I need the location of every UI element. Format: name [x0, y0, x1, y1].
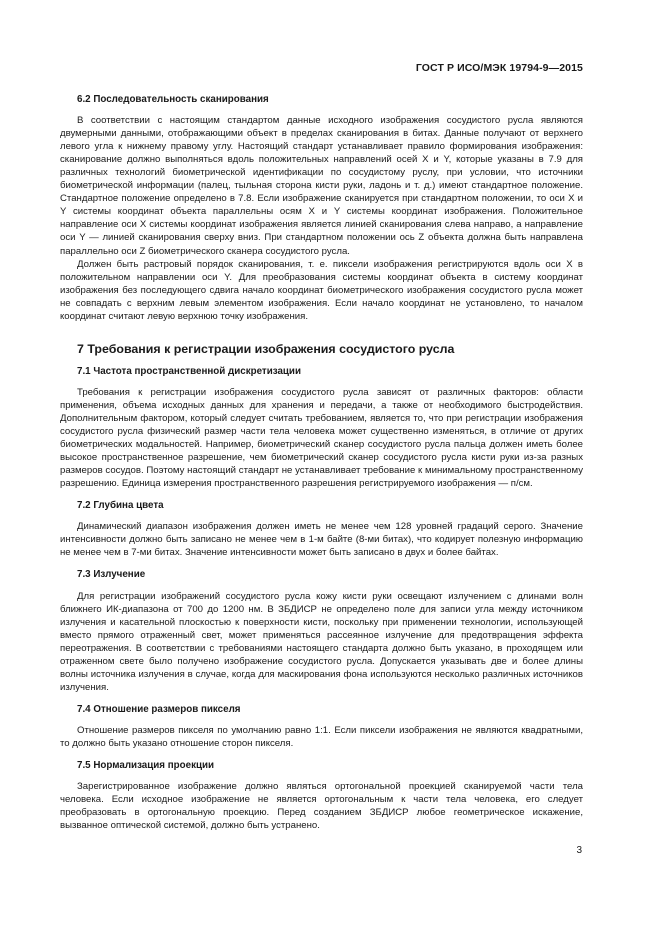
paragraph: Для регистрации изображений сосудистого русла кожу кисти руки освещают излучением с длинами волн ближнего ИК-диапазона от 700 до 1200 нм. В ЗБДИСР не определено поле для записи угла между источником излучения и касательной плоскостью к поверхности кисти, поскольку при применении технологии, использующей вместо прямого отраженный свет, может применяться рассеянное излучение для предотвращения эффекта переотражения. В соответствии с требованиями настоящего стандарта должно быть указано, в проходящем или отраженном свете было получено изображение сосудистого русла. Допускается указывать две и более длины волны источника излучения в случае, когда для маскирования фона используются несколько различных источников излучения.	[60, 590, 583, 693]
paragraph: Динамический диапазон изображения должен иметь не менее чем 128 уровней градаций серого. Значение интенсивности должно быть записано не менее чем в 1-м байте (8-ми битах), что кодирует полезную информацию не менее чем в 7-ми битах. Значение интенсивности может быть записано в двух и более байтах.	[60, 521, 583, 559]
heading-6-2: 6.2 Последовательность сканирования	[77, 94, 269, 105]
heading-7-1: 7.1 Частота пространственной дискретизации	[77, 365, 301, 377]
heading-7-2: 7.2 Глубина цвета	[77, 500, 164, 512]
heading-7: 7 Требования к регистрации изображения сосудистого русла	[77, 341, 455, 356]
document-code: ГОСТ Р ИСО/МЭК 19794-9—2015	[415, 62, 583, 74]
page-number: 3	[576, 845, 582, 856]
heading-7-3: 7.3 Излучение	[77, 569, 146, 581]
paragraph: В соответствии с настоящим стандартом данные исходного изображения сосудистого русла являются двумерными данными, отображающими объект в пределах сканирования в битах. Данные получают от верхнего левого угла к нижнему правому углу. Настоящий стандарт устанавливает правило формирования изображения: сканирование должно выполняться вдоль положительных направлений осей X и Y, которые указаны в 7.9 для различных технологий биометрической идентификации по сосудистому руслу, при условии, что источники биометрической информации (палец, тыльная сторона кисти руки, ладонь и т. д.) имеют стандартное положение. Стандартное положение определено в 7.8. Если изображение сканируется при стандартном положении, то оси X и Y системы координат объекта параллельны осям X и Y системы координат изображения. Положительное направление оси X системы координат изображения является линией сканирования слева направо, а направление оси Y — линией сканирования сверху вниз. При стандартном положении ось Z объекта должна быть направлена параллельно оси Z биометрического сканера сосудистого русла.	[60, 115, 583, 257]
paragraph: Отношение размеров пикселя по умолчанию равно 1:1. Если пиксели изображения не являются квадратными, то должно быть указано отношение сторон пикселя.	[60, 724, 583, 749]
heading-7-4: 7.4 Отношение размеров пикселя	[77, 703, 241, 715]
heading-7-5: 7.5 Нормализация проекции	[77, 760, 215, 772]
paragraph: Зарегистрированное изображение должно являться ортогональной проекцией сканируемой части тела человека. Если исходное изображение не является ортогональным к части тела человека, его следует преобразовать в ортогональную проекцию. Перед созданием ЗБДИСР любое геометрическое искажение, вызванное оптической системой, должно быть устранено.	[60, 781, 583, 832]
paragraph: Должен быть растровый порядок сканирования, т. е. пиксели изображения регистрируются вдоль оси X в положительном направлении оси Y. Для преобразования системы координат объекта в систему координат изображения без последующего сдвига начало координат биометрического изображения сосудистого русла может не совпадать с верхним левым элементом изображения. Если начало координат не установлено, то началом координат считают левую верхнюю точку изображения.	[60, 258, 583, 322]
document-body	[60, 93, 583, 832]
paragraph: Требования к регистрации изображения сосудистого русла зависят от различных факторов: области применения, объема исходных данных для хранения и передачи, а также от необходимого быстродействия. Дополнительным фактором, который следует считать требованием, является то, что при регистрации изображения сосудистого русла физический размер части тела человека может существенно изменяться, в отличие от других биометрических модальностей. Например, биометрический сканер сосудистого русла пальца должен иметь более высокое пространственное разрешение, чем биометрический сканер сосудистого русла кисти руки из-за разных размеров сосудов. Поэтому настоящий стандарт не устанавливает требование к минимальному пространственному разрешению. Единица измерения пространственного разрешения регистрируемого изображения — п/см.	[60, 386, 583, 490]
